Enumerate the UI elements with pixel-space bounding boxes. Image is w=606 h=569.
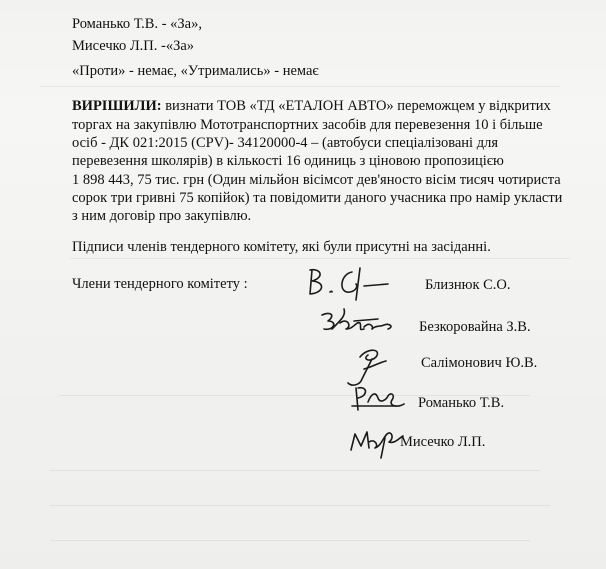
bleed-through-line	[50, 470, 540, 471]
decision-line-6: сорок три гривні 75 копійок) та повідомити даного учасника про намір укласти	[72, 190, 563, 206]
decision-line-3: осіб - ДК 021:2015 (CPV)- 34120000-4 – (автобуси спеціалізовані для	[72, 135, 498, 151]
member-name-romanko: Романько Т.В.	[418, 395, 505, 411]
bleed-through-line	[40, 86, 560, 87]
decision-line-1	[72, 97, 551, 116]
vote-mysechko: Мисечко Л.П. -«За»	[72, 38, 195, 54]
member-name-bezkorovaina: Безкоровайна З.В.	[419, 319, 531, 335]
member-name-mysechko: Мисечко Л.П.	[400, 434, 486, 450]
signatures-note: Підписи членів тендерного комітету, які були присутні на засіданні.	[72, 239, 491, 255]
signature-bezkorovaina	[318, 305, 408, 345]
bleed-through-line	[50, 505, 550, 506]
bleed-through-line	[70, 258, 570, 259]
decision-label: ВИРІШИЛИ:	[72, 98, 162, 114]
member-name-blyzniuk: Близнюк С.О.	[425, 277, 511, 293]
decision-line-7: з ним договір про закупівлю.	[72, 208, 252, 224]
decision-line-2: торгах на закупівлю Мототранспортних засобів для перевезення 10 і більше	[72, 117, 543, 133]
vote-summary: «Проти» - немає, «Утримались» - немає	[72, 63, 319, 79]
signature-mysechko	[345, 424, 405, 464]
decision-line-5: 1 898 443, 75 тис. грн (Один мільйон вісімсот дев'яносто вісім тисяч чотириста	[72, 172, 561, 188]
signature-blyzniuk	[300, 262, 400, 307]
bleed-through-line	[50, 540, 530, 541]
member-name-salimonovych: Салімонович Ю.В.	[421, 355, 538, 371]
decision-line-4: перевезення школярів) в кількості 16 одиниць з ціновою пропозицією	[72, 153, 504, 169]
signature-romanko	[348, 382, 408, 420]
vote-romanko: Романько Т.В. - «За»,	[72, 16, 202, 32]
decision-text-1: визнати ТОВ «ТД «ЕТАЛОН АВТО» переможцем у відкритих	[165, 98, 551, 114]
committee-label: Члени тендерного комітету :	[72, 276, 248, 292]
